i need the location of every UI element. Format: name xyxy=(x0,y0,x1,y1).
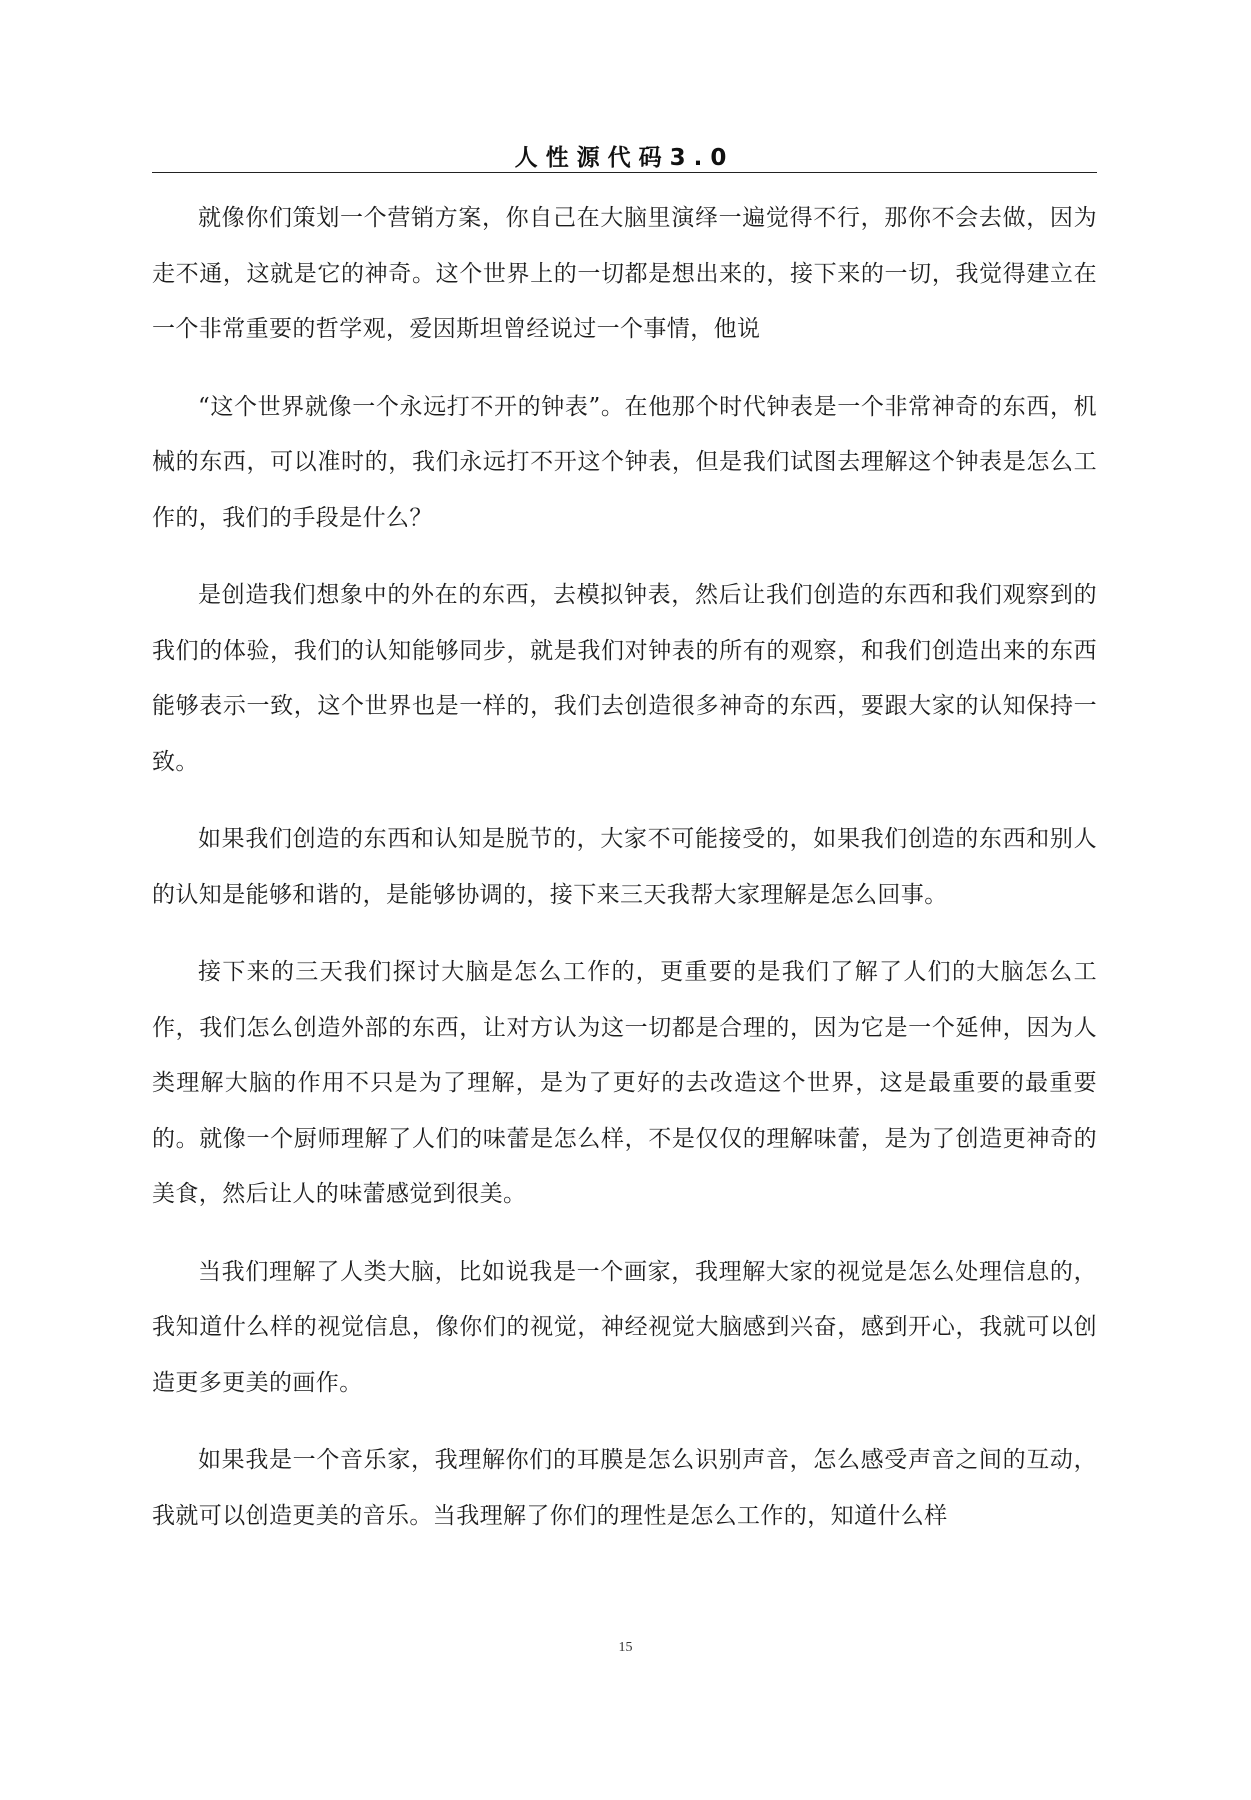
paragraph: 当我们理解了人类大脑，比如说我是一个画家，我理解大家的视觉是怎么处理信息的，我知道什么样的视觉信息，像你们的视觉，神经视觉大脑感到兴奋，感到开心，我就可以创造更多更美的画作。 xyxy=(152,1258,1097,1396)
paragraph: “这个世界就像一个永远打不开的钟表”。在他那个时代钟表是一个非常神奇的东西，机械的东西，可以准时的，我们永远打不开这个钟表，但是我们试图去理解这个钟表是怎么工作的，我们的手段是什么？ xyxy=(152,393,1097,531)
body-text xyxy=(152,191,1097,1544)
paragraph: 是创造我们想象中的外在的东西，去模拟钟表，然后让我们创造的东西和我们观察到的我们的体验，我们的认知能够同步，就是我们对钟表的所有的观察，和我们创造出来的东西能够表示一致，这个世界也是一样的，我们去创造很多神奇的东西，要跟大家的认知保持一致。 xyxy=(152,582,1097,775)
page-number: 15 xyxy=(618,1640,633,1655)
paragraph: 如果我们创造的东西和认知是脱节的，大家不可能接受的，如果我们创造的东西和别人的认知是能够和谐的，是能够协调的，接下来三天我帮大家理解是怎么回事。 xyxy=(152,826,1097,908)
header-divider xyxy=(152,172,1097,173)
paragraph: 就像你们策划一个营销方案，你自己在大脑里演绎一遍觉得不行，那你不会去做，因为走不通，这就是它的神奇。这个世界上的一切都是想出来的，接下来的一切，我觉得建立在一个非常重要的哲学观，爱因斯坦曾经说过一个事情，他说 xyxy=(152,205,1097,342)
paragraph: 如果我是一个音乐家，我理解你们的耳膜是怎么识别声音，怎么感受声音之间的互动，我就可以创造更美的音乐。当我理解了你们的理性是怎么工作的，知道什么样 xyxy=(152,1447,1097,1529)
page-header-title: 人性源代码3.0 xyxy=(514,145,735,171)
paragraph: 接下来的三天我们探讨大脑是怎么工作的，更重要的是我们了解了人们的大脑怎么工作，我们怎么创造外部的东西，让对方认为这一切都是合理的，因为它是一个延伸，因为人类理解大脑的作用不只是为了理解，是为了更好的去改造这个世界，这是最重要的最重要的。就像一个厨师理解了人们的味蕾是怎么样，不是仅仅的理解味蕾，是为了创造更神奇的美食，然后让人的味蕾感觉到很美。 xyxy=(152,959,1097,1207)
